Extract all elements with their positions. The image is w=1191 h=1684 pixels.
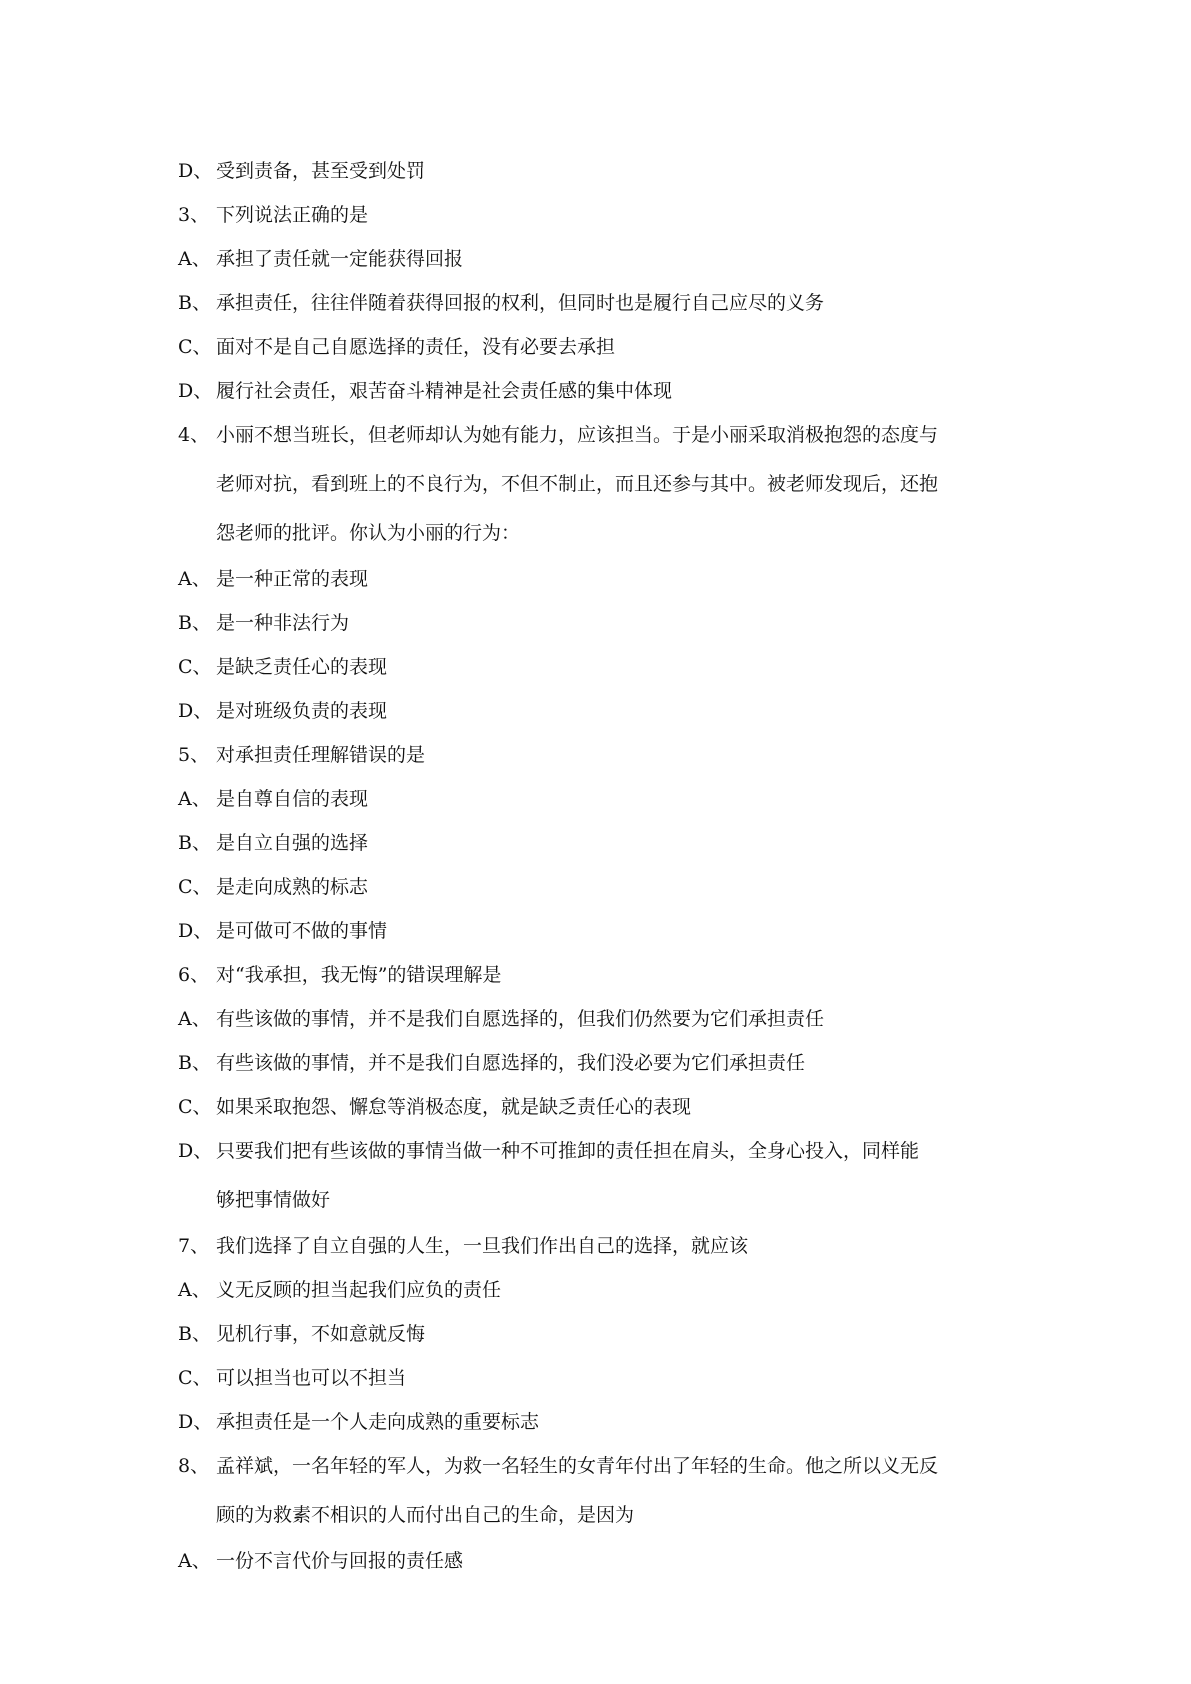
question-line <box>178 1454 938 1478</box>
question-text: 怨老师的批评。你认为小丽的行为： <box>216 522 521 544</box>
option-text: 有些该做的事情，并不是我们自愿选择的，但我们仍然要为它们承担责任 <box>216 1008 825 1030</box>
option-line <box>178 247 463 271</box>
option-text: 面对不是自己自愿选择的责任，没有必要去承担 <box>216 336 616 358</box>
option-text: 承担责任是一个人走向成熟的重要标志 <box>216 1411 540 1433</box>
option-label: A、 <box>178 1279 211 1301</box>
option-continuation <box>216 1188 330 1212</box>
option-line <box>178 1051 805 1075</box>
option-text: 是一种正常的表现 <box>216 568 369 590</box>
question-text: 小丽不想当班长，但老师却认为她有能力，应该担当。于是小丽采取消极抱怨的态度与 <box>216 424 939 446</box>
option-line <box>178 831 368 855</box>
option-line <box>178 699 387 723</box>
option-label: C、 <box>178 1367 212 1389</box>
option-line <box>178 1007 824 1031</box>
option-text: 是缺乏责任心的表现 <box>216 656 388 678</box>
option-text: 承担了责任就一定能获得回报 <box>216 248 464 270</box>
option-line <box>178 159 425 183</box>
option-label: B、 <box>178 832 211 854</box>
option-label: D、 <box>178 380 213 402</box>
option-text: 履行社会责任，艰苦奋斗精神是社会责任感的集中体现 <box>216 380 673 402</box>
question-number: 3、 <box>178 204 210 226</box>
question-number: 4、 <box>178 424 210 446</box>
question-continuation <box>216 1503 634 1527</box>
question-continuation <box>216 472 938 496</box>
option-line <box>178 567 368 591</box>
option-text: 承担责任，往往伴随着获得回报的权利，但同时也是履行自己应尽的义务 <box>216 292 825 314</box>
question-number: 5、 <box>178 744 210 766</box>
option-text: 有些该做的事情，并不是我们自愿选择的，我们没必要为它们承担责任 <box>216 1052 806 1074</box>
option-label: C、 <box>178 656 212 678</box>
option-line <box>178 875 368 899</box>
option-line <box>178 1549 463 1573</box>
question-line <box>178 963 501 987</box>
option-text: 只要我们把有些该做的事情当做一种不可推卸的责任担在肩头，全身心投入，同样能 <box>216 1140 920 1162</box>
option-text: 一份不言代价与回报的责任感 <box>216 1550 464 1572</box>
option-label: A、 <box>178 788 211 810</box>
question-text: 对“我承担，我无悔”的错误理解是 <box>216 964 502 986</box>
option-text: 如果采取抱怨、懈怠等消极态度，就是缺乏责任心的表现 <box>216 1096 692 1118</box>
question-number: 8、 <box>178 1455 210 1477</box>
question-continuation <box>216 521 520 545</box>
option-line <box>178 1278 501 1302</box>
option-label: D、 <box>178 700 213 722</box>
question-text: 我们选择了自立自强的人生，一旦我们作出自己的选择，就应该 <box>216 1235 749 1257</box>
question-text: 顾的为救素不相识的人而付出自己的生命，是因为 <box>216 1504 635 1526</box>
option-label: A、 <box>178 248 211 270</box>
option-line <box>178 379 672 403</box>
option-text: 见机行事，不如意就反悔 <box>216 1323 426 1345</box>
option-text: 够把事情做好 <box>216 1189 331 1211</box>
question-line <box>178 1234 748 1258</box>
option-text: 义无反顾的担当起我们应负的责任 <box>216 1279 502 1301</box>
option-line <box>178 611 349 635</box>
option-label: B、 <box>178 292 211 314</box>
option-text: 受到责备，甚至受到处罚 <box>216 160 426 182</box>
option-line <box>178 291 824 315</box>
option-text: 是自尊自信的表现 <box>216 788 369 810</box>
question-text: 下列说法正确的是 <box>216 204 369 226</box>
question-line <box>178 743 425 767</box>
option-label: A、 <box>178 1008 211 1030</box>
option-text: 是自立自强的选择 <box>216 832 369 854</box>
option-line <box>178 919 387 943</box>
question-number: 6、 <box>178 964 210 986</box>
option-label: A、 <box>178 1550 211 1572</box>
option-label: B、 <box>178 612 211 634</box>
option-line <box>178 1410 539 1434</box>
option-line <box>178 655 387 679</box>
question-line <box>178 423 938 447</box>
option-label: C、 <box>178 336 212 358</box>
option-line <box>178 335 615 359</box>
option-line <box>178 1095 691 1119</box>
option-label: C、 <box>178 1096 212 1118</box>
question-number: 7、 <box>178 1235 210 1257</box>
option-label: B、 <box>178 1052 211 1074</box>
question-text: 老师对抗，看到班上的不良行为，不但不制止，而且还参与其中。被老师发现后，还抱 <box>216 473 939 495</box>
option-label: C、 <box>178 876 212 898</box>
option-text: 是走向成熟的标志 <box>216 876 369 898</box>
option-label: A、 <box>178 568 211 590</box>
option-text: 是一种非法行为 <box>216 612 350 634</box>
option-label: D、 <box>178 1140 213 1162</box>
option-line <box>178 1139 919 1163</box>
question-text: 对承担责任理解错误的是 <box>216 744 426 766</box>
option-label: D、 <box>178 160 213 182</box>
option-text: 可以担当也可以不担当 <box>216 1367 407 1389</box>
option-text: 是对班级负责的表现 <box>216 700 388 722</box>
option-label: B、 <box>178 1323 211 1345</box>
option-line <box>178 787 368 811</box>
option-line <box>178 1322 425 1346</box>
question-line <box>178 203 368 227</box>
option-label: D、 <box>178 920 213 942</box>
option-line <box>178 1366 406 1390</box>
question-text: 孟祥斌，一名年轻的军人，为救一名轻生的女青年付出了年轻的生命。他之所以义无反 <box>216 1455 939 1477</box>
option-label: D、 <box>178 1411 213 1433</box>
option-text: 是可做可不做的事情 <box>216 920 388 942</box>
